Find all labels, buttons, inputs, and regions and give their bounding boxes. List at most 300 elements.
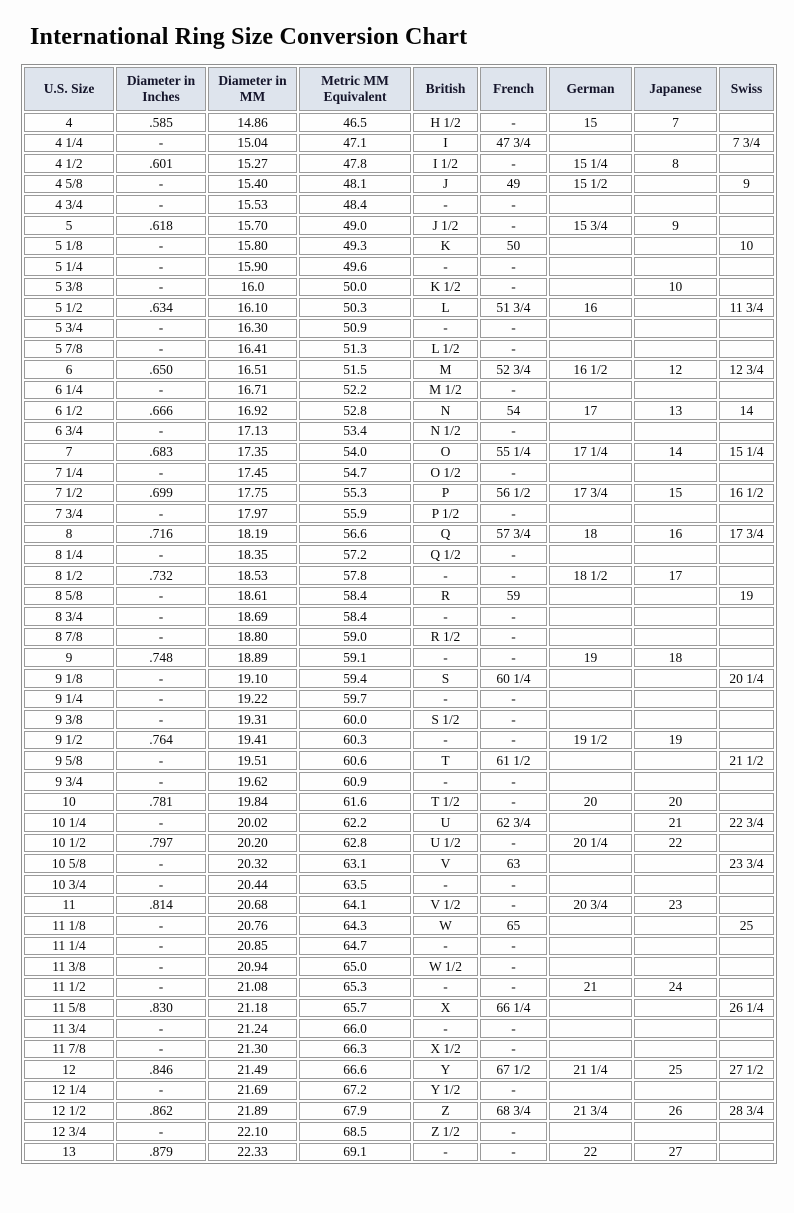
table-cell: 20.44 — [208, 875, 297, 894]
table-cell: 19.51 — [208, 751, 297, 770]
table-cell — [719, 422, 774, 441]
table-row — [24, 813, 774, 832]
table-cell: 65.7 — [299, 999, 411, 1018]
table-cell — [719, 834, 774, 853]
table-row — [24, 731, 774, 750]
table-cell: - — [480, 793, 547, 812]
table-cell: 9 — [719, 175, 774, 194]
table-cell — [634, 381, 717, 400]
table-cell: - — [116, 257, 206, 276]
table-cell: 18 1/2 — [549, 566, 632, 585]
table-row — [24, 545, 774, 564]
table-cell — [549, 690, 632, 709]
table-cell: 68 3/4 — [480, 1102, 547, 1121]
table-cell: .699 — [116, 484, 206, 503]
table-cell: .601 — [116, 154, 206, 173]
table-cell: - — [116, 1081, 206, 1100]
table-cell: - — [480, 628, 547, 647]
table-cell: 17.35 — [208, 443, 297, 462]
column-header-german: German — [549, 67, 632, 111]
table-cell: 15.80 — [208, 237, 297, 256]
table-cell: - — [116, 1122, 206, 1141]
table-row — [24, 484, 774, 503]
table-cell: V 1/2 — [413, 896, 478, 915]
table-row — [24, 751, 774, 770]
table-cell: 19 — [549, 648, 632, 667]
table-cell: 19.31 — [208, 710, 297, 729]
table-cell — [634, 319, 717, 338]
table-cell: 67.9 — [299, 1102, 411, 1121]
table-cell: - — [116, 978, 206, 997]
table-cell: 65.3 — [299, 978, 411, 997]
table-row — [24, 154, 774, 173]
table-cell: - — [413, 978, 478, 997]
table-row — [24, 772, 774, 791]
table-cell: 15.27 — [208, 154, 297, 173]
table-cell: 8 1/2 — [24, 566, 114, 585]
table-cell — [634, 1081, 717, 1100]
table-cell: 15.70 — [208, 216, 297, 235]
table-cell: - — [413, 1019, 478, 1038]
table-cell: - — [116, 813, 206, 832]
table-cell: 9 1/4 — [24, 690, 114, 709]
table-cell — [719, 690, 774, 709]
table-row — [24, 1019, 774, 1038]
table-cell: - — [116, 504, 206, 523]
table-cell — [634, 999, 717, 1018]
table-row — [24, 463, 774, 482]
table-cell: 20 — [549, 793, 632, 812]
header-row — [24, 67, 774, 111]
table-cell: - — [116, 628, 206, 647]
table-cell: 16.10 — [208, 298, 297, 317]
table-cell: - — [116, 710, 206, 729]
table-cell: 8 1/4 — [24, 545, 114, 564]
table-cell — [549, 463, 632, 482]
table-cell — [549, 772, 632, 791]
table-row — [24, 237, 774, 256]
table-header — [24, 67, 774, 111]
table-cell — [634, 669, 717, 688]
table-cell — [719, 1143, 774, 1162]
table-cell: S 1/2 — [413, 710, 478, 729]
table-cell: - — [480, 113, 547, 132]
table-cell — [719, 257, 774, 276]
table-cell: - — [413, 690, 478, 709]
table-cell — [719, 648, 774, 667]
table-cell: - — [480, 710, 547, 729]
column-header-japanese: Japanese — [634, 67, 717, 111]
table-cell: - — [116, 957, 206, 976]
table-cell: 49.3 — [299, 237, 411, 256]
table-cell: .748 — [116, 648, 206, 667]
table-cell: X 1/2 — [413, 1040, 478, 1059]
table-cell: U 1/2 — [413, 834, 478, 853]
table-cell: 11 — [24, 896, 114, 915]
table-cell: 7 — [634, 113, 717, 132]
table-cell: - — [116, 751, 206, 770]
table-cell — [549, 237, 632, 256]
table-row — [24, 710, 774, 729]
table-row — [24, 298, 774, 317]
table-cell — [719, 896, 774, 915]
table-cell: 51 3/4 — [480, 298, 547, 317]
table-cell: 12 1/4 — [24, 1081, 114, 1100]
table-row — [24, 896, 774, 915]
table-cell: 21 3/4 — [549, 1102, 632, 1121]
table-cell: O 1/2 — [413, 463, 478, 482]
table-cell: - — [480, 1143, 547, 1162]
table-cell: 21.24 — [208, 1019, 297, 1038]
table-cell: 17 3/4 — [549, 484, 632, 503]
table-cell — [719, 195, 774, 214]
table-cell: 54.0 — [299, 443, 411, 462]
table-cell: 14.86 — [208, 113, 297, 132]
table-row — [24, 257, 774, 276]
table-cell: 18.80 — [208, 628, 297, 647]
table-cell: 15 — [549, 113, 632, 132]
table-cell — [634, 175, 717, 194]
table-cell: 20.76 — [208, 916, 297, 935]
table-cell: 62.8 — [299, 834, 411, 853]
table-cell — [719, 793, 774, 812]
table-cell — [549, 1081, 632, 1100]
table-cell: .764 — [116, 731, 206, 750]
table-row — [24, 278, 774, 297]
table-cell: 63.1 — [299, 854, 411, 873]
table-cell: 61.6 — [299, 793, 411, 812]
table-cell: 16.71 — [208, 381, 297, 400]
table-cell: 17.75 — [208, 484, 297, 503]
table-cell: 15.40 — [208, 175, 297, 194]
table-row — [24, 937, 774, 956]
table-cell: 11 1/8 — [24, 916, 114, 935]
table-cell — [549, 340, 632, 359]
table-cell: 19 1/2 — [549, 731, 632, 750]
table-cell: - — [480, 154, 547, 173]
table-cell: 48.4 — [299, 195, 411, 214]
table-cell: - — [413, 257, 478, 276]
table-row — [24, 360, 774, 379]
table-cell — [549, 1019, 632, 1038]
table-cell: - — [480, 1019, 547, 1038]
table-row — [24, 834, 774, 853]
table-cell: 47.8 — [299, 154, 411, 173]
table-cell — [719, 1040, 774, 1059]
table-cell: 16.92 — [208, 401, 297, 420]
table-cell — [549, 916, 632, 935]
table-cell: - — [480, 1081, 547, 1100]
table-cell: 7 — [24, 443, 114, 462]
table-cell: 10 5/8 — [24, 854, 114, 873]
column-header-diameter-inches: Diameter in Inches — [116, 67, 206, 111]
table-cell: - — [480, 978, 547, 997]
table-cell: 47 3/4 — [480, 134, 547, 153]
table-cell: 4 3/4 — [24, 195, 114, 214]
table-row — [24, 854, 774, 873]
table-cell: 15 1/4 — [719, 443, 774, 462]
table-cell: 5 3/4 — [24, 319, 114, 338]
table-row — [24, 422, 774, 441]
table-cell: 20.02 — [208, 813, 297, 832]
table-cell: 20 1/4 — [549, 834, 632, 853]
table-cell: - — [480, 504, 547, 523]
table-cell: - — [116, 381, 206, 400]
table-cell: 50.0 — [299, 278, 411, 297]
table-cell: 58.4 — [299, 607, 411, 626]
table-cell: - — [480, 690, 547, 709]
table-cell: - — [413, 648, 478, 667]
table-cell — [549, 1040, 632, 1059]
table-cell: 60 1/4 — [480, 669, 547, 688]
table-cell: - — [413, 1143, 478, 1162]
table-cell: O — [413, 443, 478, 462]
table-cell: 60.6 — [299, 751, 411, 770]
table-cell: 11 3/8 — [24, 957, 114, 976]
table-cell — [719, 957, 774, 976]
table-cell — [549, 1122, 632, 1141]
table-cell — [634, 545, 717, 564]
table-cell: 21 — [549, 978, 632, 997]
table-cell: - — [116, 422, 206, 441]
column-header-swiss: Swiss — [719, 67, 774, 111]
table-cell — [634, 134, 717, 153]
table-cell — [634, 772, 717, 791]
table-cell — [549, 669, 632, 688]
table-cell: .814 — [116, 896, 206, 915]
table-cell: 17.13 — [208, 422, 297, 441]
table-cell: 21 — [634, 813, 717, 832]
table-cell: 65 — [480, 916, 547, 935]
table-row — [24, 690, 774, 709]
table-cell: 4 5/8 — [24, 175, 114, 194]
table-cell: 24 — [634, 978, 717, 997]
table-cell: 20.94 — [208, 957, 297, 976]
table-cell: 15 — [634, 484, 717, 503]
table-cell: - — [413, 772, 478, 791]
table-row — [24, 1122, 774, 1141]
table-row — [24, 1081, 774, 1100]
table-cell: 21 1/2 — [719, 751, 774, 770]
table-cell — [634, 340, 717, 359]
table-cell: 27 1/2 — [719, 1060, 774, 1079]
table-cell: 11 1/2 — [24, 978, 114, 997]
table-cell: 22.10 — [208, 1122, 297, 1141]
table-cell: 59.7 — [299, 690, 411, 709]
table-cell: 21.49 — [208, 1060, 297, 1079]
table-cell: 16.51 — [208, 360, 297, 379]
table-cell: 17 — [549, 401, 632, 420]
table-cell: Y — [413, 1060, 478, 1079]
table-cell: 19 — [719, 587, 774, 606]
table-cell: - — [116, 690, 206, 709]
table-cell: 12 1/2 — [24, 1102, 114, 1121]
table-cell: 21.18 — [208, 999, 297, 1018]
table-cell: - — [116, 916, 206, 935]
table-cell: 16 — [634, 525, 717, 544]
table-cell — [634, 1019, 717, 1038]
table-row — [24, 1102, 774, 1121]
table-cell: - — [480, 319, 547, 338]
table-cell: 26 — [634, 1102, 717, 1121]
table-cell: T 1/2 — [413, 793, 478, 812]
table-cell: 63 — [480, 854, 547, 873]
table-cell: 56.6 — [299, 525, 411, 544]
table-cell: - — [116, 669, 206, 688]
table-cell — [719, 545, 774, 564]
table-cell: V — [413, 854, 478, 873]
table-cell: 16 1/2 — [549, 360, 632, 379]
table-cell: L 1/2 — [413, 340, 478, 359]
table-cell — [719, 1081, 774, 1100]
table-cell: 13 — [634, 401, 717, 420]
table-cell: 51.5 — [299, 360, 411, 379]
table-cell: 9 — [634, 216, 717, 235]
table-cell: 57 3/4 — [480, 525, 547, 544]
table-cell — [549, 257, 632, 276]
table-cell — [549, 278, 632, 297]
table-cell: 50 — [480, 237, 547, 256]
table-cell: 26 1/4 — [719, 999, 774, 1018]
table-cell — [634, 690, 717, 709]
table-cell: 5 7/8 — [24, 340, 114, 359]
table-cell: N — [413, 401, 478, 420]
table-cell: 25 — [719, 916, 774, 935]
table-cell: U — [413, 813, 478, 832]
table-cell: 16.0 — [208, 278, 297, 297]
table-row — [24, 999, 774, 1018]
table-cell: 19.84 — [208, 793, 297, 812]
table-row — [24, 628, 774, 647]
table-cell — [549, 937, 632, 956]
table-cell: 7 3/4 — [719, 134, 774, 153]
table-cell: - — [480, 834, 547, 853]
table-cell: 8 3/4 — [24, 607, 114, 626]
table-row — [24, 957, 774, 976]
table-cell: - — [480, 648, 547, 667]
table-cell: 5 3/8 — [24, 278, 114, 297]
table-cell: R — [413, 587, 478, 606]
table-row — [24, 195, 774, 214]
table-cell — [719, 381, 774, 400]
table-cell: - — [116, 340, 206, 359]
table-cell: - — [116, 772, 206, 791]
table-cell: 8 — [634, 154, 717, 173]
table-cell: - — [480, 278, 547, 297]
table-cell: 23 — [634, 896, 717, 915]
table-cell: - — [116, 278, 206, 297]
table-cell: 18.35 — [208, 545, 297, 564]
table-cell: 18 — [549, 525, 632, 544]
table-cell: 59.0 — [299, 628, 411, 647]
table-cell: 64.7 — [299, 937, 411, 956]
table-cell: 5 1/2 — [24, 298, 114, 317]
table-cell: 10 3/4 — [24, 875, 114, 894]
table-cell: 6 — [24, 360, 114, 379]
table-cell: 16.30 — [208, 319, 297, 338]
table-cell: 11 3/4 — [719, 298, 774, 317]
table-cell: 60.0 — [299, 710, 411, 729]
table-cell: 12 — [24, 1060, 114, 1079]
table-cell: 8 5/8 — [24, 587, 114, 606]
table-cell — [719, 772, 774, 791]
table-cell: - — [413, 319, 478, 338]
table-cell: 11 7/8 — [24, 1040, 114, 1059]
table-cell — [549, 875, 632, 894]
table-cell: 10 — [634, 278, 717, 297]
table-cell: 16 1/2 — [719, 484, 774, 503]
table-cell: - — [480, 957, 547, 976]
table-cell: 9 5/8 — [24, 751, 114, 770]
table-cell: 4 — [24, 113, 114, 132]
table-cell: 66.6 — [299, 1060, 411, 1079]
table-cell: - — [413, 937, 478, 956]
table-row — [24, 587, 774, 606]
table-cell: 55.3 — [299, 484, 411, 503]
table-cell: W 1/2 — [413, 957, 478, 976]
table-cell: .650 — [116, 360, 206, 379]
table-cell: 11 5/8 — [24, 999, 114, 1018]
table-cell: 4 1/4 — [24, 134, 114, 153]
table-cell: 10 1/2 — [24, 834, 114, 853]
table-cell: 47.1 — [299, 134, 411, 153]
table-cell: 17.97 — [208, 504, 297, 523]
table-cell — [634, 607, 717, 626]
table-cell: - — [480, 607, 547, 626]
table-cell: 52.2 — [299, 381, 411, 400]
table-cell: R 1/2 — [413, 628, 478, 647]
column-header-diameter-mm: Diameter in MM — [208, 67, 297, 111]
table-cell: .781 — [116, 793, 206, 812]
table-cell: 27 — [634, 1143, 717, 1162]
table-cell: - — [116, 875, 206, 894]
table-cell — [549, 710, 632, 729]
table-cell: P 1/2 — [413, 504, 478, 523]
table-cell: - — [480, 545, 547, 564]
table-row — [24, 319, 774, 338]
table-cell: 53.4 — [299, 422, 411, 441]
table-cell: J — [413, 175, 478, 194]
table-cell: 50.9 — [299, 319, 411, 338]
table-cell: - — [413, 731, 478, 750]
table-cell: 67.2 — [299, 1081, 411, 1100]
table-row — [24, 1143, 774, 1162]
table-cell: W — [413, 916, 478, 935]
table-cell: M — [413, 360, 478, 379]
table-cell: 20 — [634, 793, 717, 812]
table-cell — [719, 278, 774, 297]
table-cell: - — [116, 587, 206, 606]
table-row — [24, 793, 774, 812]
table-cell: 18.19 — [208, 525, 297, 544]
table-cell: 16.41 — [208, 340, 297, 359]
table-cell — [719, 113, 774, 132]
table-row — [24, 607, 774, 626]
table-cell: 59 — [480, 587, 547, 606]
table-cell: 25 — [634, 1060, 717, 1079]
table-cell: 20 3/4 — [549, 896, 632, 915]
table-cell: 18.69 — [208, 607, 297, 626]
table-cell: - — [116, 195, 206, 214]
table-cell: 52 3/4 — [480, 360, 547, 379]
table-cell: 49 — [480, 175, 547, 194]
table-cell — [634, 257, 717, 276]
table-cell — [719, 731, 774, 750]
table-cell: Z 1/2 — [413, 1122, 478, 1141]
table-row — [24, 113, 774, 132]
table-cell: - — [480, 1040, 547, 1059]
table-cell: .683 — [116, 443, 206, 462]
